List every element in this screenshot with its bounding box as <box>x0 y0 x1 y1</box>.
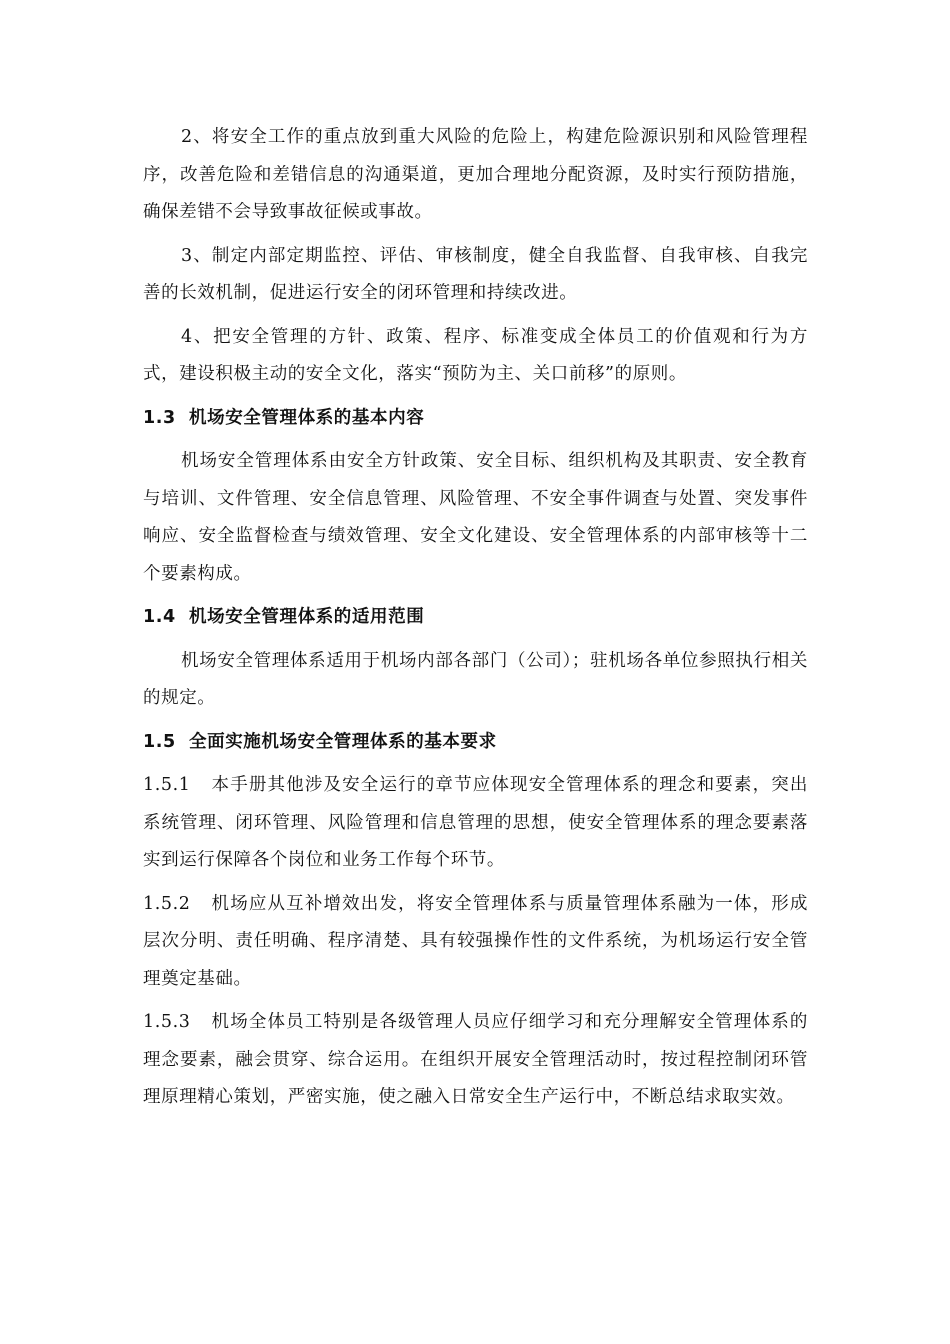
subsection-number: 1.5.3 <box>143 1012 191 1032</box>
paragraph-item-4: 4、把安全管理的方针、政策、程序、标准变成全体员工的价值观和行为方式，建设积极主动的安全文化，落实“预防为主、关口前移”的原则。 <box>143 326 808 384</box>
section-title: 全面实施机场安全管理体系的基本要求 <box>189 731 497 752</box>
subsection-text: 机场应从互补增效出发，将安全管理体系与质量管理体系融为一体，形成层次分明、责任明确、程序清楚、具有较强操作性的文件系统，为机场运行安全管理奠定基础。 <box>143 893 808 989</box>
section-body-1-4: 机场安全管理体系适用于机场内部各部门（公司）；驻机场各单位参照执行相关的规定。 <box>143 650 808 708</box>
section-body-1-3: 机场安全管理体系由安全方针政策、安全目标、组织机构及其职责、安全教育与培训、文件管理、安全信息管理、风险管理、不安全事件调查与处置、突发事件响应、安全监督检查与绩效管理、安全文化建设、安全管理体系的内部审核等十二个要素构成。 <box>143 451 808 584</box>
section-title: 机场安全管理体系的适用范围 <box>189 607 425 627</box>
section-heading-1-4 <box>143 599 808 637</box>
section-heading-1-5 <box>143 724 808 762</box>
subsection-text: 本手册其他涉及安全运行的章节应体现安全管理体系的理念和要素，突出系统管理、闭环管理、风险管理和信息管理的思想，使安全管理体系的理念要素落实到运行保障各个岗位和业务工作每个环节。 <box>143 775 808 870</box>
subsection-1-5-3 <box>143 1004 808 1117</box>
section-title: 机场安全管理体系的基本内容 <box>189 407 425 428</box>
subsection-text: 机场全体员工特别是各级管理人员应仔细学习和充分理解安全管理体系的理念要素，融会贯穿、综合运用。在组织开展安全管理活动时，按过程控制闭环管理原理精心策划，严密实施，使之融入日常安全生产运行中，不断总结求取实效。 <box>143 1012 808 1107</box>
subsection-number: 1.5.1 <box>143 775 191 795</box>
subsection-1-5-2 <box>143 886 808 999</box>
section-heading-1-3 <box>143 400 808 438</box>
subsection-1-5-1 <box>143 767 808 880</box>
section-number: 1.5 <box>143 731 176 752</box>
paragraph-item-2: 2、将安全工作的重点放到重大风险的危险上，构建危险源识别和风险管理程序，改善危险和差错信息的沟通渠道，更加合理地分配资源，及时实行预防措施，确保差错不会导致事故征候或事故。 <box>143 127 808 222</box>
subsection-number: 1.5.2 <box>143 893 191 914</box>
section-number: 1.3 <box>143 407 176 428</box>
section-number: 1.4 <box>143 607 176 627</box>
document-body <box>143 119 808 1123</box>
paragraph-item-3: 3、制定内部定期监控、评估、审核制度，健全自我监督、自我审核、自我完善的长效机制，促进运行安全的闭环管理和持续改进。 <box>143 245 808 303</box>
